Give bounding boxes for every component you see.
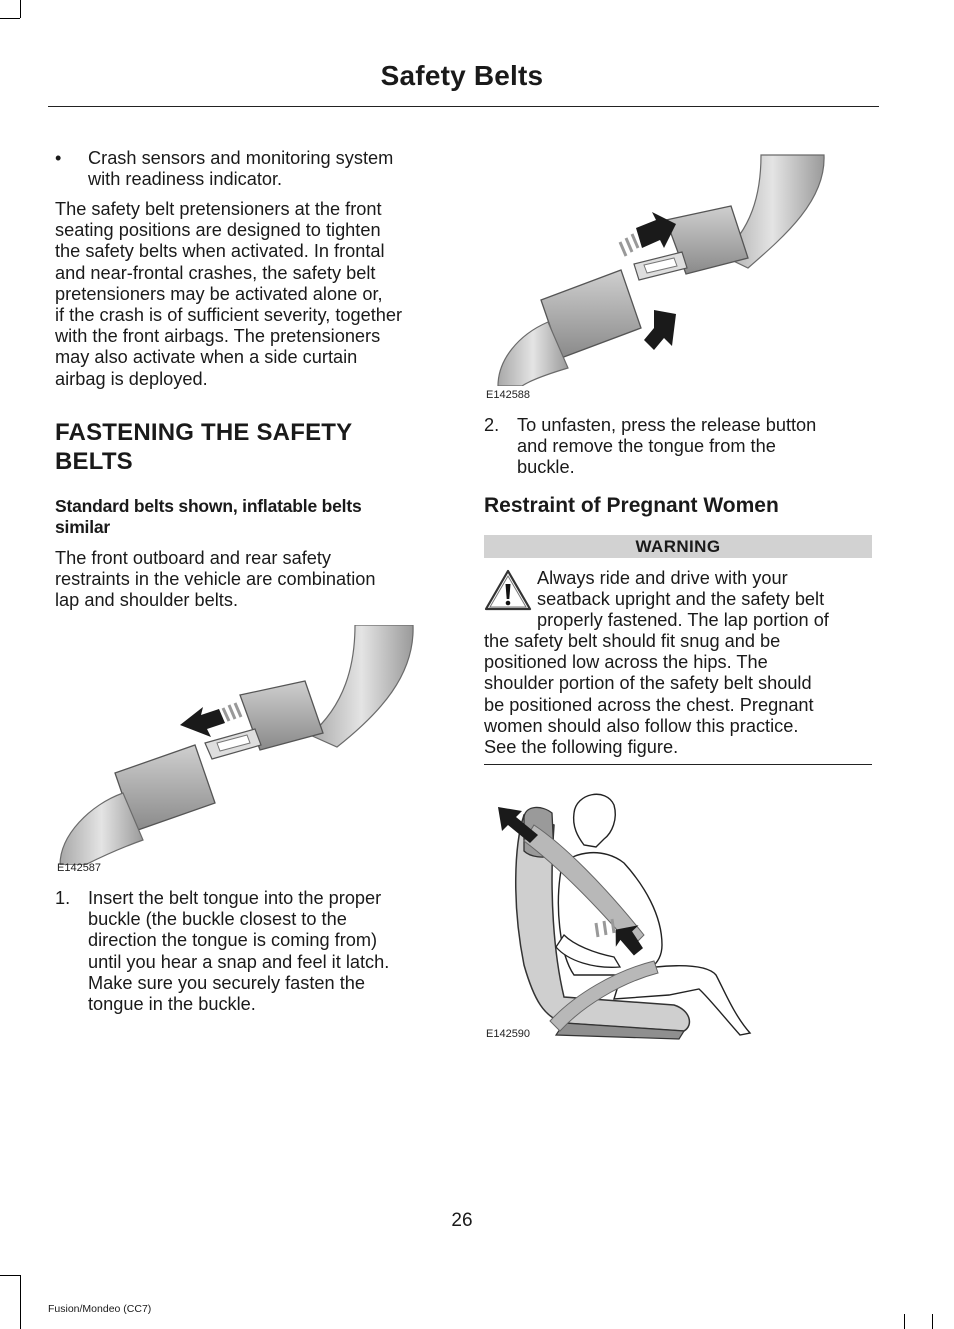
text-line: and near-frontal crashes, the safety belt (55, 262, 376, 283)
bullet-item (55, 148, 450, 190)
title-divider (48, 106, 879, 107)
text-line: women should also follow this practice. (484, 715, 799, 736)
page-title: Safety Belts (380, 60, 544, 91)
subheading-standard-belts (55, 496, 450, 538)
footer-model-label: Fusion/Mondeo (CC7) (48, 1303, 152, 1315)
figure-code: E142587 (57, 862, 102, 874)
figure-code: E142588 (486, 389, 531, 401)
step-number: 1. (55, 888, 71, 908)
warning-label: WARNING (484, 535, 872, 558)
belt-unfastening-illustration (486, 150, 856, 386)
text-line: the safety belt should fit snug and be (484, 631, 781, 651)
text-line: restraints in the vehicle are combination (55, 569, 376, 590)
warning-text-rest (484, 631, 876, 758)
intro-paragraph (55, 548, 450, 612)
text-line: Insert the belt tongue into the proper (88, 888, 382, 908)
pretensioner-paragraph (55, 199, 450, 390)
text-line: Make sure you securely fasten the (88, 972, 365, 993)
text-line: The safety belt pretensioners at the front (55, 199, 382, 219)
crop-mark (0, 1275, 20, 1276)
text-line: properly fastened. The lap portion of (537, 610, 829, 631)
subheading-line: Standard belts shown, inflatable belts (55, 496, 362, 516)
text-line: Crash sensors and monitoring system (88, 148, 394, 168)
text-line: buckle (the buckle closest to the (88, 909, 347, 930)
pregnant-woman-belt-illustration (494, 785, 756, 1043)
text-line: To unfasten, press the release button (517, 415, 817, 435)
warning-triangle-icon (484, 569, 532, 611)
text-line: Always ride and drive with your (537, 568, 788, 588)
section-heading-fastening (55, 418, 450, 476)
text-line: and remove the tongue from the (517, 436, 776, 457)
page-number: 26 (451, 1210, 473, 1231)
step-number: 2. (484, 415, 500, 435)
text-line: with the front airbags. The pretensioners (55, 326, 381, 347)
crop-mark (904, 1314, 905, 1329)
crop-mark (0, 18, 20, 19)
text-line: with readiness indicator. (88, 169, 283, 190)
step-2 (484, 415, 876, 479)
crop-mark (20, 1275, 21, 1329)
text-line: the safety belts when activated. In frontal (55, 241, 385, 262)
text-line: seating positions are designed to tighten (55, 220, 381, 241)
text-line: may also activate when a side curtain (55, 347, 358, 368)
heading-line: BELTS (55, 448, 133, 475)
text-line: airbag is deployed. (55, 368, 208, 389)
text-line: until you hear a snap and feel it latch. (88, 951, 390, 972)
belt-fastening-illustration (55, 625, 420, 865)
crop-mark (932, 1314, 933, 1329)
subheading-line: similar (55, 517, 111, 537)
text-line: positioned low across the hips. The (484, 652, 768, 673)
text-line: lap and shoulder belts. (55, 590, 239, 611)
figure-code: E142590 (486, 1028, 531, 1040)
text-line: if the crash is of sufficient severity, together (55, 305, 403, 326)
section-heading-pregnant: Restraint of Pregnant Women (484, 494, 779, 517)
text-line: shoulder portion of the safety belt should (484, 673, 812, 694)
text-line: tongue in the buckle. (88, 994, 256, 1015)
text-line: buckle. (517, 457, 575, 478)
text-line: See the following figure. (484, 737, 679, 758)
warning-end-divider (484, 764, 872, 765)
text-line: direction the tongue is coming from) (88, 930, 378, 951)
step-1 (55, 888, 450, 1015)
crop-mark (20, 0, 21, 18)
text-line: pretensioners may be activated alone or, (55, 283, 383, 304)
heading-line: FASTENING THE SAFETY (55, 419, 353, 446)
bullet-symbol: • (55, 148, 62, 168)
text-line: be positioned across the chest. Pregnant (484, 694, 814, 715)
text-line: The front outboard and rear safety (55, 548, 332, 568)
text-line: seatback upright and the safety belt (537, 589, 825, 610)
warning-text-first (537, 568, 877, 632)
